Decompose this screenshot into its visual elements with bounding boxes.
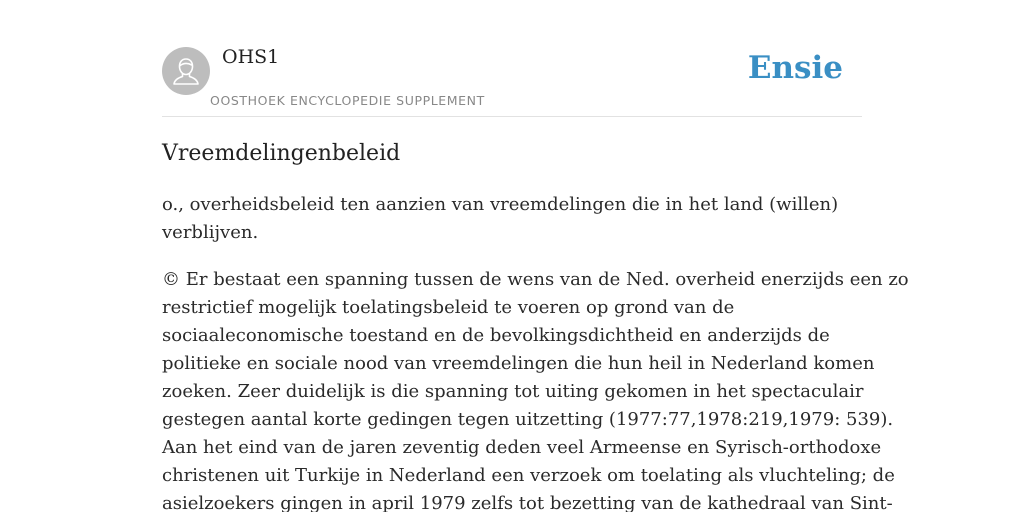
- article-definition: [162, 191, 862, 247]
- body-line: asielzoekers gingen in april 1979 zelfs tot bezetting van de kathedraal van Sint-: [162, 493, 893, 512]
- body-line: sociaaleconomische toestand en de bevolkingsdichtheid en anderzijds de: [162, 325, 830, 346]
- article-body: [162, 266, 909, 512]
- body-line: Aan het eind van de jaren zeventig deden veel Armeense en Syrisch-orthodoxe: [162, 437, 882, 458]
- source-subtitle[interactable]: OOSTHOEK ENCYCLOPEDIE SUPPLEMENT: [210, 93, 485, 108]
- body-line: zoeken. Zeer duidelijk is die spanning tot uiting gekomen in het spectaculair: [162, 381, 864, 402]
- body-line: gestegen aantal korte gedingen tegen uitzetting (1977:77,1978:219,1979: 539).: [162, 409, 894, 430]
- definition-line: o., overheidsbeleid ten aanzien van vreemdelingen die in het land (willen): [162, 194, 839, 215]
- source-name[interactable]: OHS1: [222, 46, 280, 68]
- body-line: politieke en sociale nood van vreemdelingen die hun heil in Nederland komen: [162, 353, 875, 374]
- body-line: christenen uit Turkije in Nederland een verzoek om toelating als vluchteling; de: [162, 465, 895, 486]
- article-title: Vreemdelingenbeleid: [162, 141, 401, 166]
- brand-logo-link[interactable]: Ensie: [747, 50, 843, 86]
- article: [162, 138, 909, 512]
- body-line: restrictief mogelijk toelatingsbeleid te voeren op grond van de: [162, 297, 735, 318]
- source-header: [162, 0, 862, 117]
- avatar[interactable]: [162, 47, 210, 95]
- body-line: © Er bestaat een spanning tussen de wens van de Ned. overheid enerzijds een zo: [162, 269, 909, 290]
- definition-line: verblijven.: [162, 222, 259, 243]
- user-silhouette-icon: [162, 47, 210, 95]
